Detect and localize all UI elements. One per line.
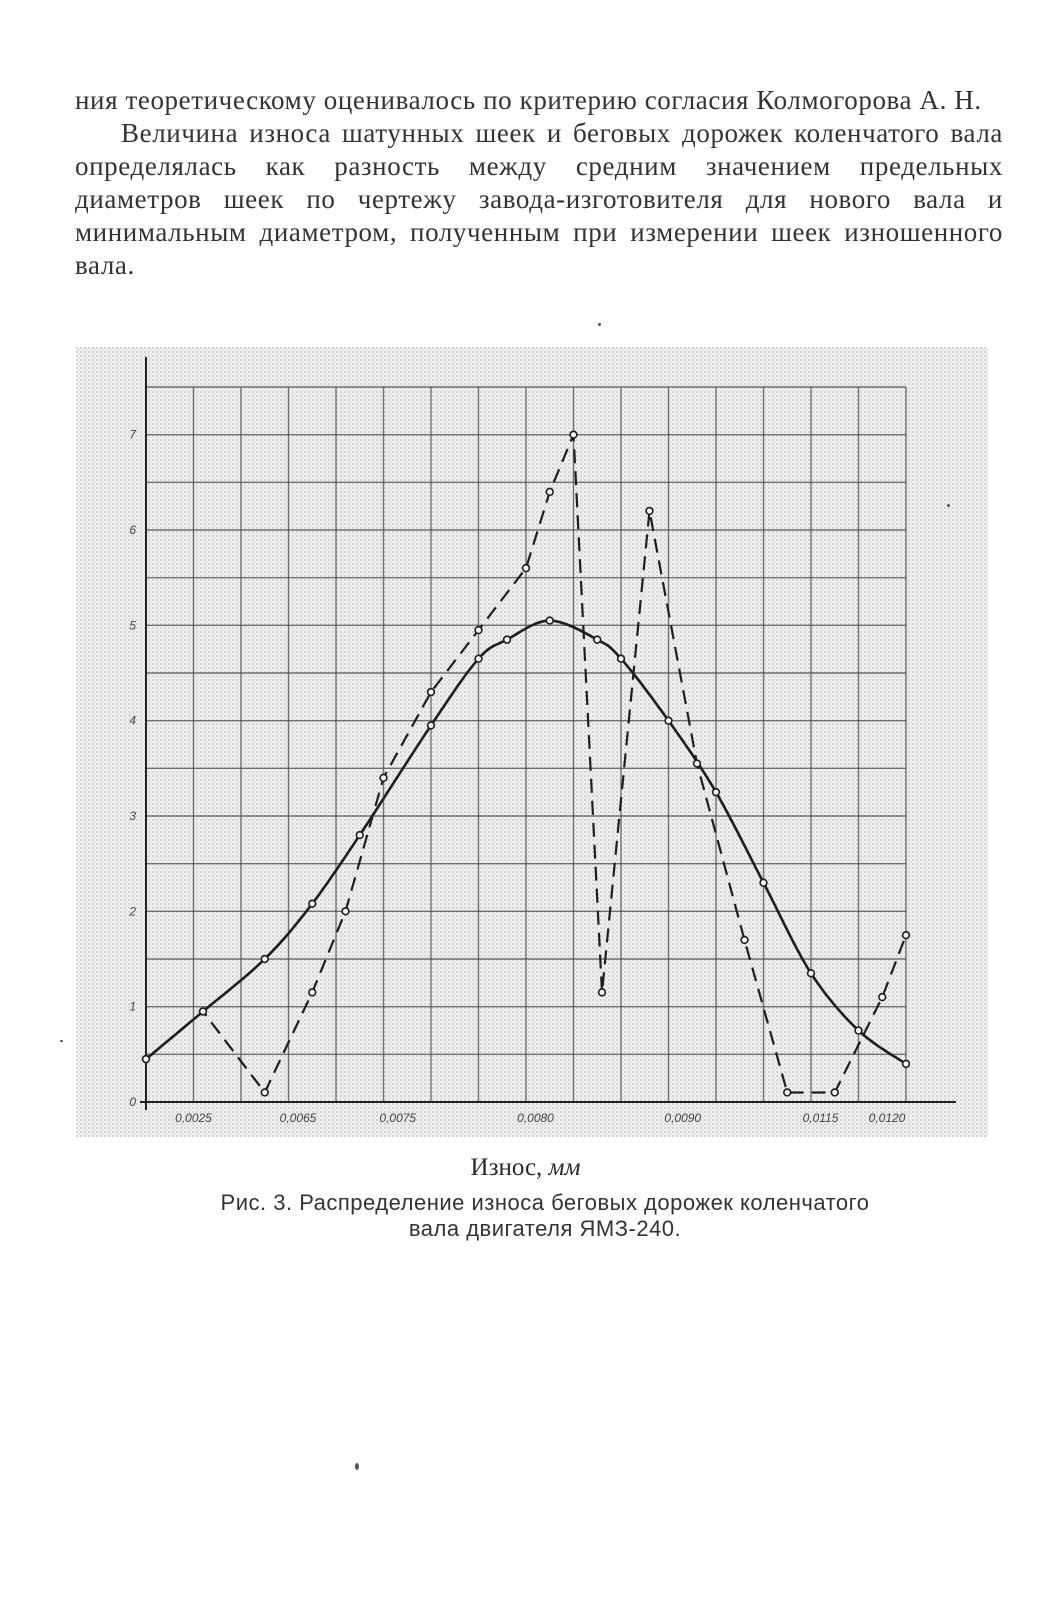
y-tick-label: 5 <box>129 618 136 633</box>
x-tick-label: 0,0120 <box>868 1111 906 1125</box>
y-tick-label: 2 <box>129 904 136 919</box>
data-point-experimental <box>342 908 349 915</box>
data-point-experimental <box>646 508 653 515</box>
x-axis-unit: мм <box>548 1154 581 1181</box>
data-point-theoretical <box>504 636 511 643</box>
data-point-experimental <box>475 627 482 634</box>
data-point-theoretical <box>546 617 553 624</box>
data-point-experimental <box>599 989 606 996</box>
data-point-theoretical <box>618 655 625 662</box>
data-point-theoretical <box>309 900 316 907</box>
paragraph-2: Величина износа шатунных шеек и беговых дорожек коленчатого вала определялась как разность между средним значением предельных диаметров шеек по чертежу завода-изготовителя для нового вала и минимальным диаметром, полученным при измерении шеек изношенного вала. <box>75 118 1003 280</box>
print-speck <box>947 504 950 507</box>
data-point-experimental <box>879 994 886 1001</box>
body-text <box>75 84 1003 282</box>
y-tick-label: 3 <box>129 809 136 823</box>
data-point-experimental <box>831 1089 838 1096</box>
data-point-experimental <box>570 431 577 438</box>
x-tick-label: 0,0075 <box>379 1111 417 1125</box>
figure <box>76 347 988 1137</box>
print-speck <box>355 1463 359 1470</box>
data-point-experimental <box>428 689 435 696</box>
data-point-theoretical <box>713 789 720 796</box>
caption-line-2: вала двигателя ЯМЗ-240. <box>408 1216 682 1241</box>
print-speck <box>60 1040 63 1042</box>
data-point-experimental <box>200 1008 207 1015</box>
caption-line-1: Рис. 3. Распределение износа беговых дорожек коленчатого <box>220 1190 870 1215</box>
data-point-experimental <box>546 488 553 495</box>
x-axis-title <box>0 1154 1051 1182</box>
y-tick-label: 1 <box>129 999 136 1014</box>
x-tick-label: 0,0115 <box>802 1111 839 1125</box>
paragraph-1: ния теоретическому оценивалось по критерию согласия Колмогорова А. Н. <box>75 85 982 115</box>
y-tick-label: 4 <box>129 713 136 728</box>
data-point-theoretical <box>594 636 601 643</box>
x-axis-title-text: Износ, <box>470 1154 543 1181</box>
wear-distribution-chart <box>76 347 988 1137</box>
data-point-theoretical <box>665 717 672 724</box>
data-point-theoretical <box>808 970 815 977</box>
data-point-experimental <box>741 937 748 944</box>
y-tick-label: 7 <box>129 427 136 442</box>
figure-caption <box>150 1190 940 1242</box>
y-tick-label: 0 <box>129 1095 136 1109</box>
data-point-theoretical <box>855 1027 862 1034</box>
data-point-theoretical <box>475 655 482 662</box>
print-speck <box>598 323 601 326</box>
data-point-theoretical <box>428 722 435 729</box>
x-tick-label: 0,0090 <box>664 1111 702 1125</box>
x-tick-label: 0,0080 <box>517 1111 554 1125</box>
data-point-theoretical <box>760 879 767 886</box>
data-point-experimental <box>261 1089 268 1096</box>
x-tick-label: 0,0025 <box>175 1111 212 1125</box>
data-point-experimental <box>523 565 530 572</box>
y-tick-label: 6 <box>129 523 136 537</box>
data-point-experimental <box>903 932 910 939</box>
x-tick-label: 0,0065 <box>279 1111 317 1125</box>
data-point-experimental <box>694 760 701 767</box>
data-point-experimental <box>380 774 387 781</box>
data-point-experimental <box>784 1089 791 1096</box>
data-point-theoretical <box>356 832 363 839</box>
data-point-experimental <box>143 1056 150 1063</box>
data-point-theoretical <box>903 1060 910 1067</box>
figure-background <box>76 347 988 1137</box>
data-point-theoretical <box>261 956 268 963</box>
data-point-experimental <box>309 989 316 996</box>
